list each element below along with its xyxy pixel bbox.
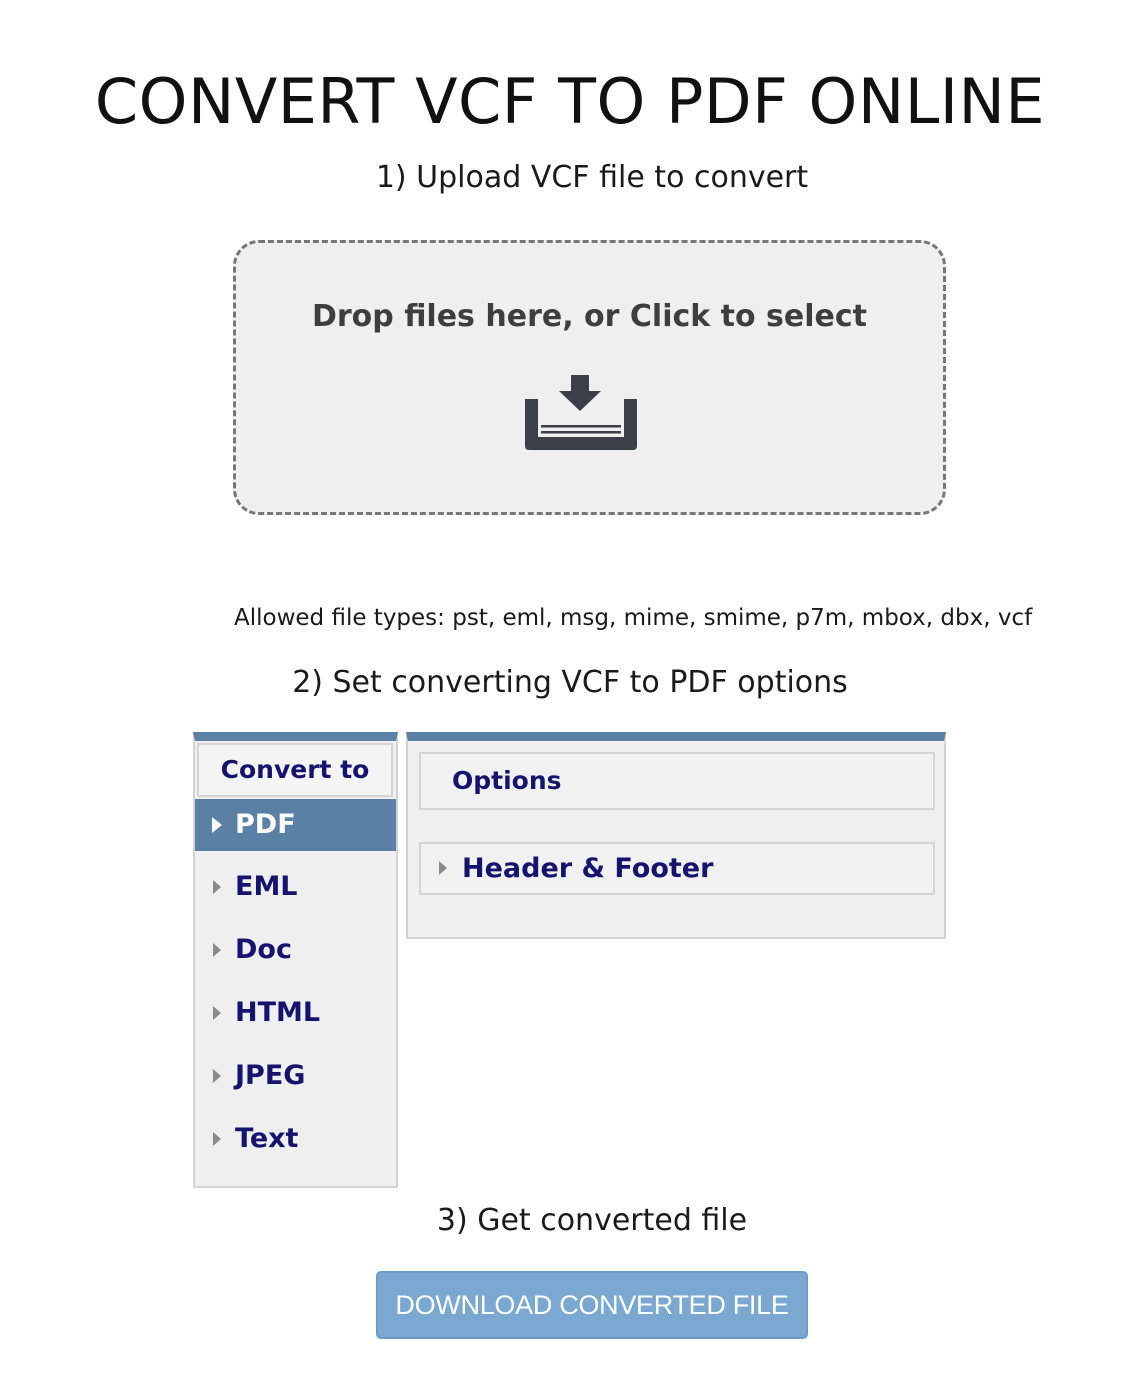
triangle-right-icon [213, 1132, 221, 1146]
format-item-html[interactable] [195, 987, 396, 1039]
file-dropzone[interactable] [233, 240, 946, 515]
step-upload-heading: 1) Upload VCF file to convert [375, 160, 809, 195]
format-item-pdf[interactable] [195, 799, 396, 851]
format-item-label: JPEG [235, 1060, 306, 1091]
triangle-right-icon [213, 943, 221, 957]
page-title: CONVERT VCF TO PDF ONLINE [94, 65, 1046, 138]
triangle-right-icon [212, 817, 222, 833]
triangle-right-icon [213, 1006, 221, 1020]
triangle-right-icon [213, 880, 221, 894]
header-footer-label: Header & Footer [462, 853, 714, 884]
format-item-doc[interactable] [195, 924, 396, 976]
convert-to-header: Convert to [197, 743, 393, 797]
format-item-label: EML [235, 871, 298, 902]
format-item-label: HTML [235, 997, 321, 1028]
allowed-file-types: Allowed file types: pst, eml, msg, mime, smime, p7m, mbox, dbx, vcf [234, 605, 1033, 631]
step-options-heading: 2) Set converting VCF to PDF options [292, 665, 848, 700]
step-download-heading: 3) Get converted file [436, 1203, 748, 1238]
format-item-label: PDF [235, 809, 296, 840]
format-item-jpeg[interactable] [195, 1050, 396, 1102]
triangle-right-icon [213, 1069, 221, 1083]
download-tray-icon [522, 375, 640, 455]
format-item-eml[interactable] [195, 861, 396, 913]
format-item-text[interactable] [195, 1113, 396, 1165]
header-footer-section[interactable] [419, 842, 935, 895]
dropzone-text: Drop files here, or Click to select [311, 299, 868, 334]
convert-to-panel [193, 732, 398, 1188]
options-header: Options [419, 752, 935, 810]
options-panel [406, 732, 946, 939]
format-item-label: Doc [235, 934, 292, 965]
format-item-label: Text [235, 1123, 299, 1154]
triangle-right-icon [439, 861, 447, 875]
download-converted-file-button[interactable]: DOWNLOAD CONVERTED FILE [376, 1271, 808, 1339]
